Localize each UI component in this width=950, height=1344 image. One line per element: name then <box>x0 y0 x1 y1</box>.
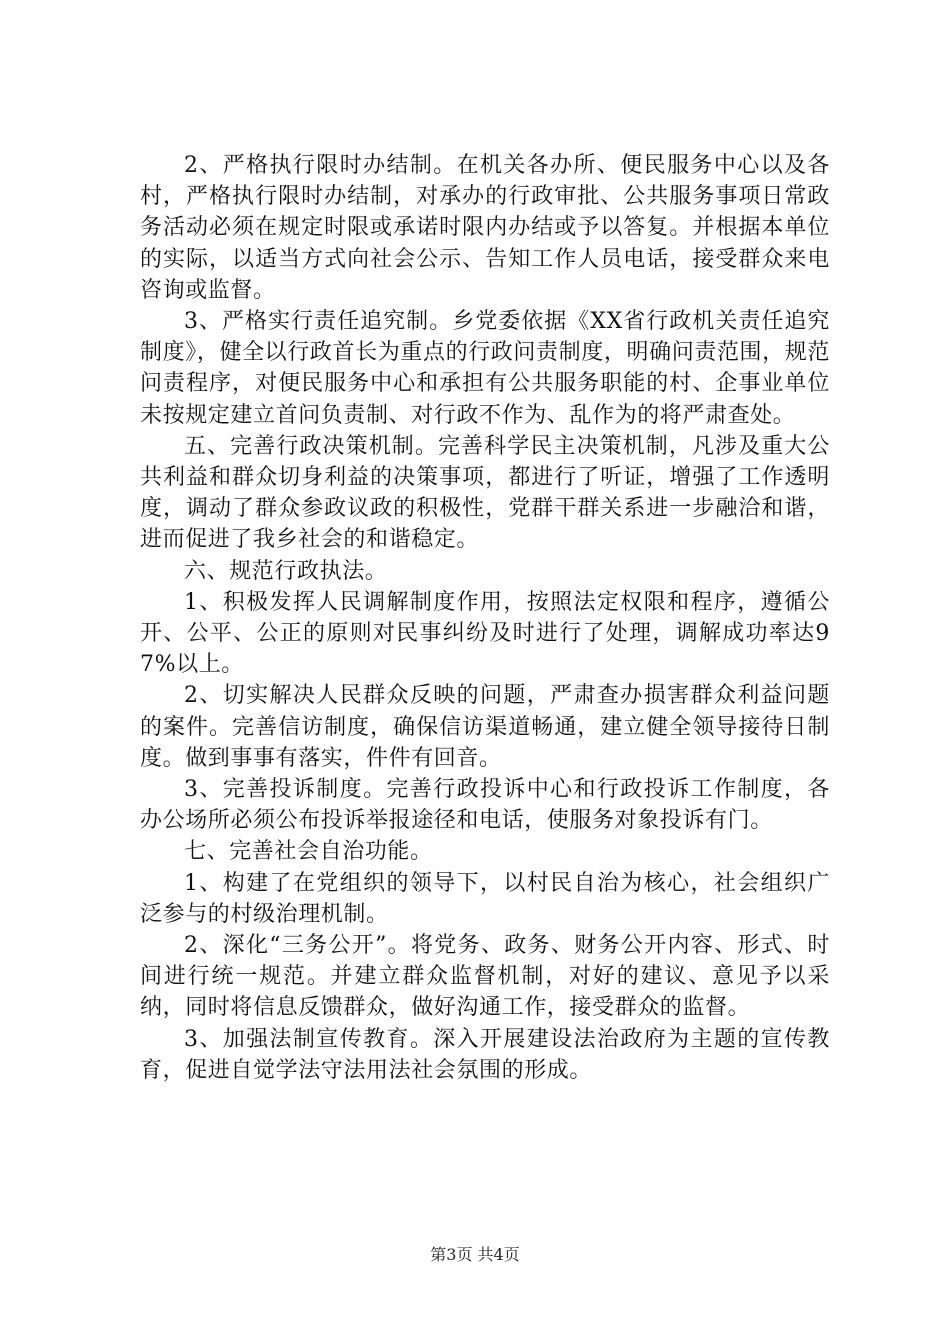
paragraph-decision-mechanism: 五、完善行政决策机制。完善科学民主决策机制，凡涉及重大公共利益和群众切身利益的决策事项，都进行了听证，增强了工作透明度，调动了群众参政议政的积极性，党群干群关系进一步融洽和谐，进而促进了我乡社会的和谐稳定。 <box>140 433 830 553</box>
paragraph-deadline-system: 2、严格执行限时办结制。在机关各办所、便民服务中心以及各村，严格执行限时办结制，对承办的行政审批、公共服务事项日常政务活动必须在规定时限或承诺时限内办结或予以答复。并根据本单位的实际，以适当方式向社会公示、告知工作人员电话，接受群众来电咨询或监督。 <box>140 153 830 303</box>
paragraph-three-affairs-disclosure: 2、深化“三务公开”。将党务、政务、财务公开内容、形式、时间进行统一规范。并建立群众监督机制，对好的建议、意见予以采纳，同时将信息反馈群众，做好沟通工作，接受群众的监督。 <box>140 933 830 1021</box>
heading-social-autonomy: 七、完善社会自治功能。 <box>184 839 433 865</box>
heading-law-enforcement: 六、规范行政执法。 <box>184 558 388 584</box>
paragraph-village-governance: 1、构建了在党组织的领导下，以村民自治为核心，社会组织广泛参与的村级治理机制。 <box>140 870 830 927</box>
paragraph-petition: 2、切实解决人民群众反映的问题，严肃查办损害群众利益问题的案件。完善信访制度，确保信访渠道畅通，建立健全领导接待日制度。做到事事有落实，件件有回音。 <box>140 683 830 771</box>
page-number-footer: 第3页 共4页 <box>430 1245 520 1264</box>
paragraph-complaint-system: 3、完善投诉制度。完善行政投诉中心和行政投诉工作制度，各办公场所必须公布投诉举报途径和电话，使服务对象投诉有门。 <box>140 777 830 834</box>
document-body <box>140 150 830 1086</box>
paragraph-mediation: 1、积极发挥人民调解制度作用，按照法定权限和程序，遵循公开、公平、公正的原则对民事纠纷及时进行了处理，调解成功率达97%以上。 <box>140 589 830 678</box>
paragraph-legal-education: 3、加强法制宣传教育。深入开展建设法治政府为主题的宣传教育，促进自觉学法守法用法社会氛围的形成。 <box>140 1026 830 1083</box>
paragraph-accountability-system: 3、严格实行责任追究制。乡党委依据《XX省行政机关责任追究制度》，健全以行政首长为重点的行政问责制度，明确问责范围，规范问责程序，对便民服务中心和承担有公共服务职能的村、企事业单位未按规定建立首问负责制、对行政不作为、乱作为的将严肃查处。 <box>140 309 830 428</box>
